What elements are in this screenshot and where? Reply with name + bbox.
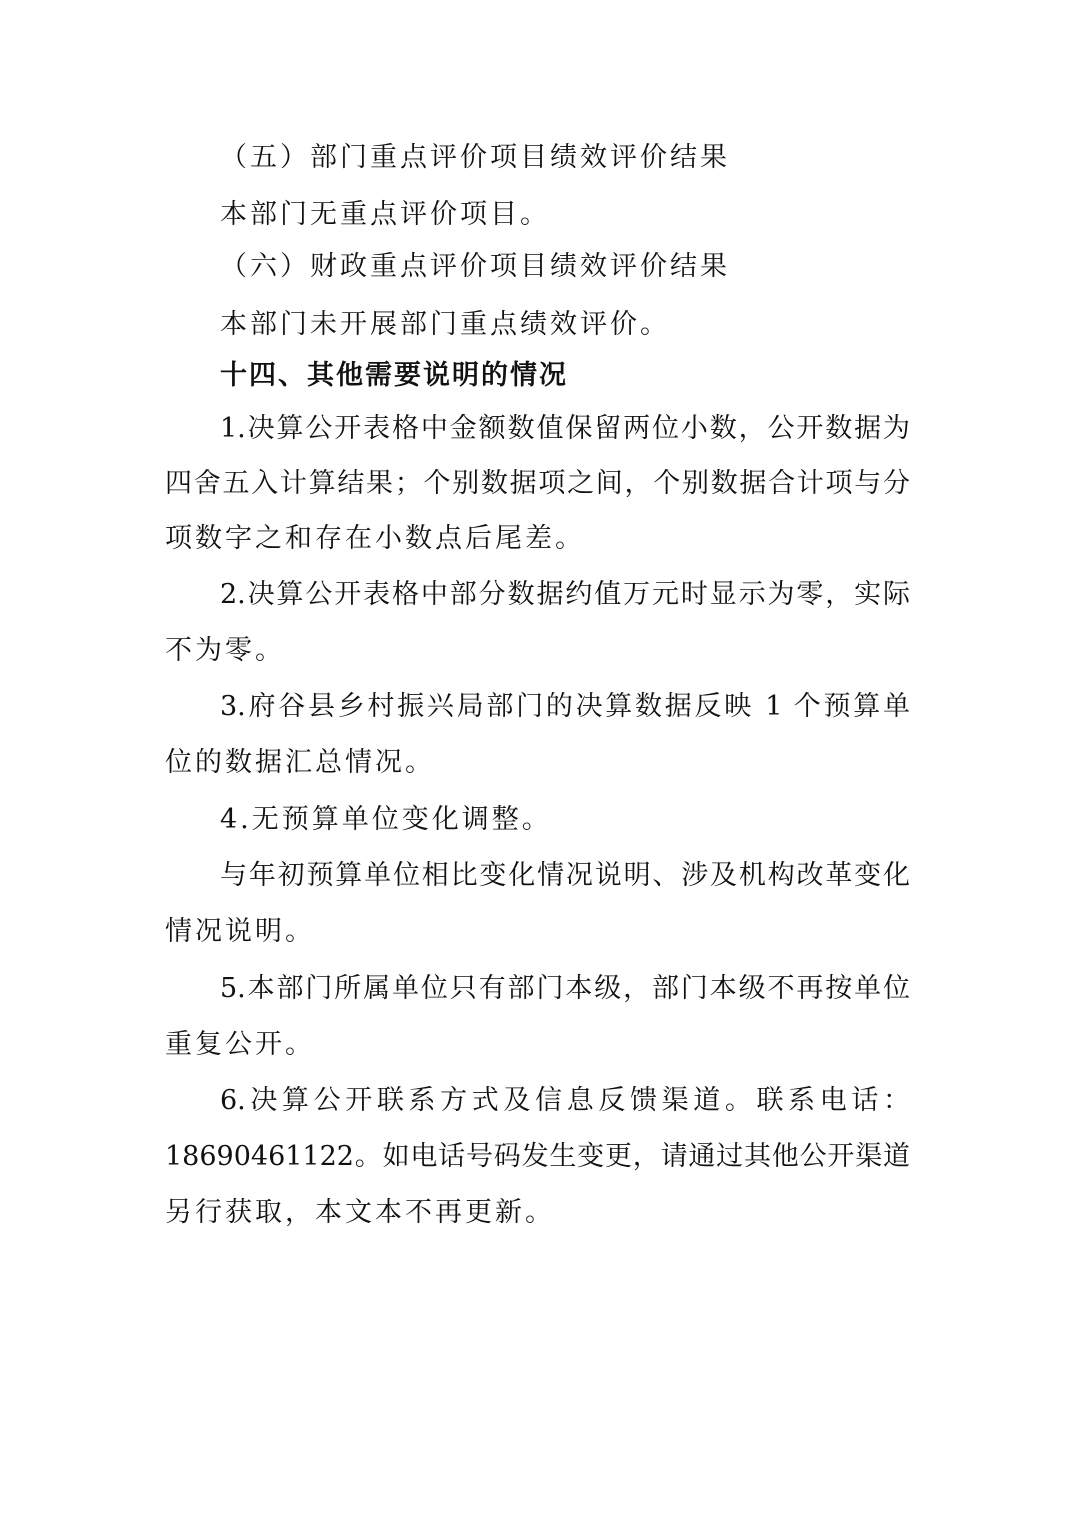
subsection-text-6: 本部门未开展部门重点绩效评价。: [220, 309, 670, 340]
item-2-line-1: 2.决算公开表格中部分数据约值万元时显示为零，实际: [220, 579, 910, 610]
item-5-line-1: 5.本部门所属单位只有部门本级，部门本级不再按单位: [220, 973, 910, 1004]
subsection-heading-6: （六）财政重点评价项目绩效评价结果: [220, 251, 730, 282]
note-line-2: 情况说明。: [165, 916, 315, 947]
item-3-line-1: 3.府谷县乡村振兴局部门的决算数据反映 1 个预算单: [220, 691, 910, 722]
subsection-heading-5: （五）部门重点评价项目绩效评价结果: [220, 142, 730, 173]
item-3-line-2: 位的数据汇总情况。: [165, 747, 435, 778]
item-6-line-2: 18690461122。如电话号码发生变更，请通过其他公开渠道: [165, 1141, 910, 1172]
item-6-line-1: 6.决算公开联系方式及信息反馈渠道。联系电话：: [220, 1085, 910, 1116]
subsection-text-5: 本部门无重点评价项目。: [220, 199, 550, 230]
item-6-line-3: 另行获取，本文本不再更新。: [165, 1197, 555, 1228]
item-1-line-1: 1.决算公开表格中金额数值保留两位小数，公开数据为: [220, 413, 910, 444]
item-1-line-2: 四舍五入计算结果；个别数据项之间，个别数据合计项与分: [165, 468, 910, 499]
item-5-line-2: 重复公开。: [165, 1029, 315, 1060]
item-4: 4.无预算单位变化调整。: [220, 804, 552, 835]
item-2-line-2: 不为零。: [165, 635, 285, 666]
section-heading-14: 十四、其他需要说明的情况: [220, 360, 568, 391]
note-line-1: 与年初预算单位相比变化情况说明、涉及机构改革变化: [220, 860, 910, 891]
item-1-line-3: 项数字之和存在小数点后尾差。: [165, 523, 585, 554]
